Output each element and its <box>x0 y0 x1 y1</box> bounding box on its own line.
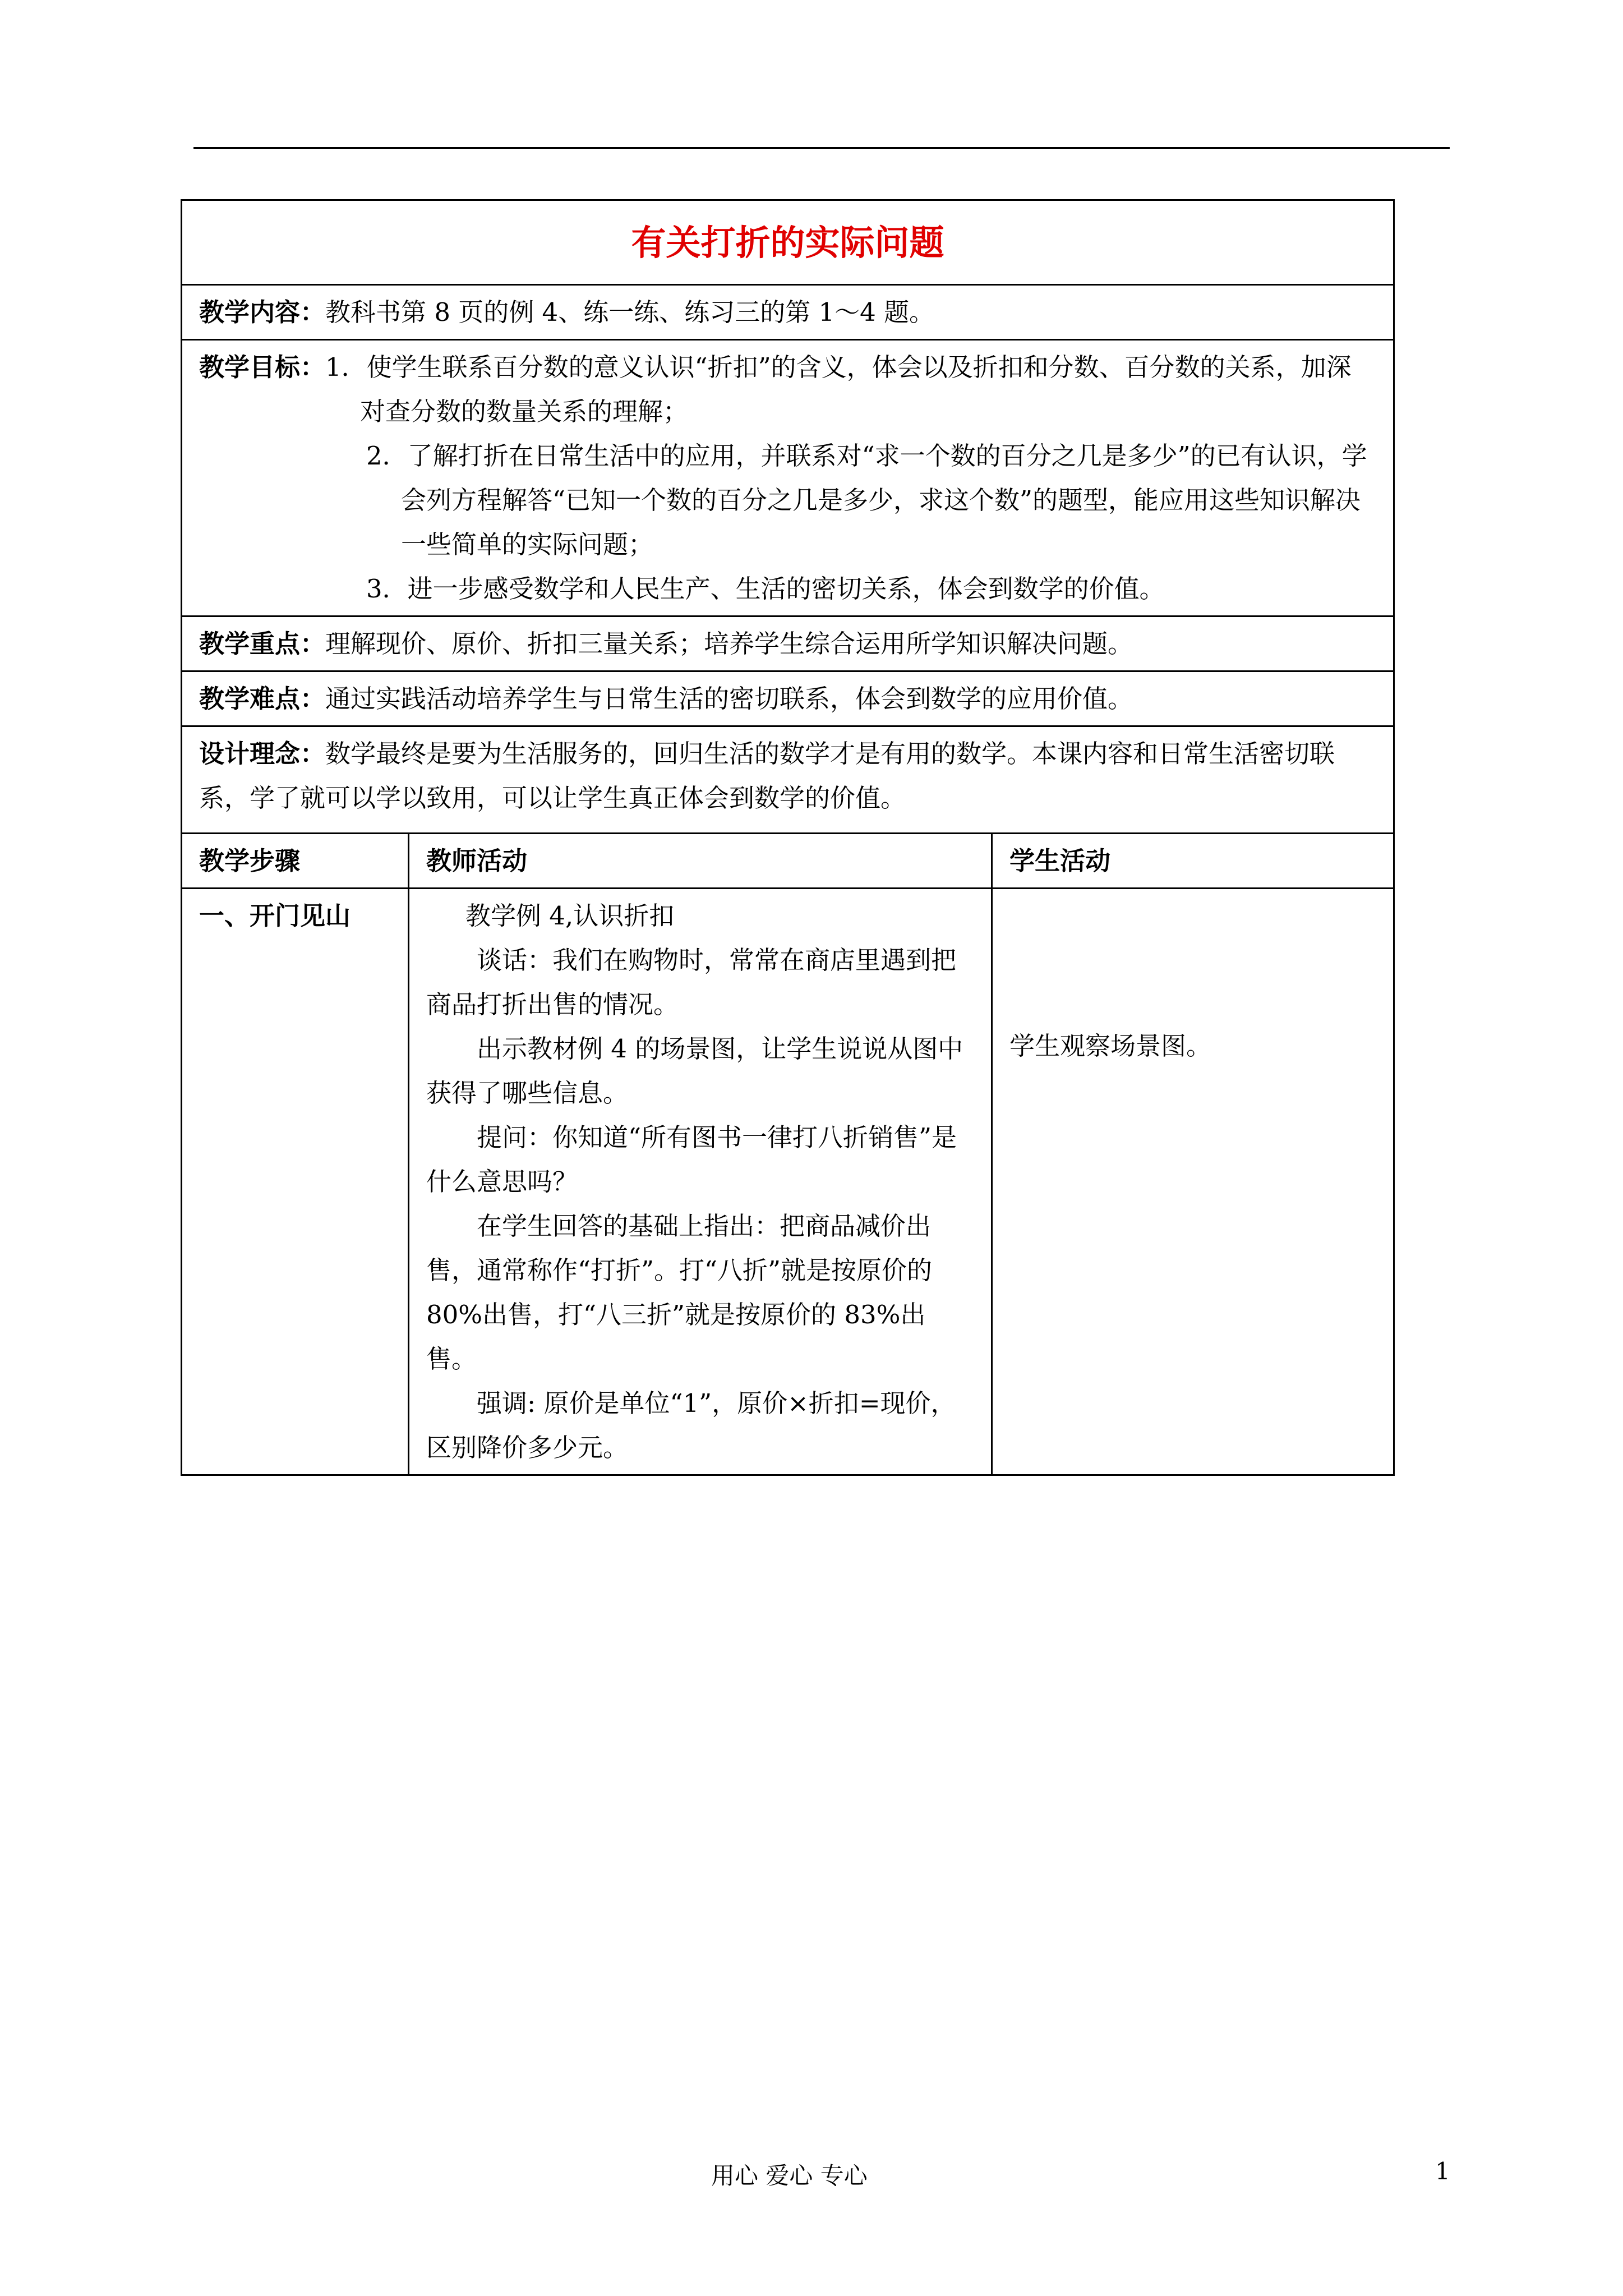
page-title: 有关打折的实际问题 <box>182 200 1394 285</box>
difficulties-row <box>182 671 1394 726</box>
teacher-paragraph: 强调: 原价是单位“1”，原价×折扣=现价，区别降价多少元。 <box>426 1388 956 1462</box>
page-number: 1 <box>1435 2157 1450 2185</box>
objectives-row <box>182 340 1394 616</box>
header-steps: 教学步骤 <box>182 834 409 889</box>
teacher-paragraph: 谈话：我们在购物时，常常在商店里遇到把商品打折出售的情况。 <box>426 945 957 1019</box>
student-activity: 学生观察场景图。 <box>992 889 1394 1475</box>
key-points-label: 教学重点： <box>199 629 326 659</box>
objective-item-3: 3．进一步感受数学和人民生产、生活的密切关系，体会到数学的价值。 <box>366 574 1165 604</box>
objectives-list <box>325 345 1376 434</box>
header-teacher: 教师活动 <box>409 834 992 889</box>
difficulties-cell <box>182 671 1394 726</box>
key-points-cell <box>182 616 1394 671</box>
header-student: 学生活动 <box>992 834 1394 889</box>
header-rule <box>193 147 1450 149</box>
teacher-paragraph: 提问：你知道“所有图书一律打八折销售”是什么意思吗？ <box>426 1122 957 1197</box>
teacher-activity <box>409 889 992 1475</box>
design-text: 数学最终是要为生活服务的，回归生活的数学才是有用的数学。本课内容和日常生活密切联系，学了就可以学以致用，可以让学生真正体会到数学的价值。 <box>199 739 1335 813</box>
footer-text: 用心 爱心 专心 <box>711 2162 868 2189</box>
content-row <box>182 285 1394 340</box>
design-label: 设计理念： <box>199 739 326 769</box>
lesson-plan-table <box>181 199 1395 1476</box>
teacher-paragraph: 教学例 4,认识折扣 <box>465 901 675 931</box>
objective-item-2: 2．了解打折在日常生活中的应用，并联系对“求一个数的百分之几是多少”的已有认识，学会列方程解答“已知一个数的百分之几是多少，求这个数”的题型，能应用这些知识解决一些简单的实际问题； <box>366 441 1367 559</box>
content-cell <box>182 285 1394 340</box>
design-row <box>182 726 1394 834</box>
difficulties-label: 教学难点： <box>199 684 326 714</box>
teacher-paragraph: 在学生回答的基础上指出：把商品减价出售，通常称作“打折”。打“八折”就是按原价的 80%出售，打“八三折”就是按原价的 83%出售。 <box>426 1211 933 1374</box>
design-cell <box>182 726 1394 834</box>
key-points-row <box>182 616 1394 671</box>
content-text: 教科书第 8 页的例 4、练一练、练习三的第 1～4 题。 <box>325 297 935 327</box>
objectives-label: 教学目标： <box>199 352 326 382</box>
difficulties-text: 通过实践活动培养学生与日常生活的密切联系，体会到数学的应用价值。 <box>325 684 1133 714</box>
key-points-text: 理解现价、原价、折扣三量关系；培养学生综合运用所学知识解决问题。 <box>325 629 1133 659</box>
step-name: 一、开门见山 <box>182 889 409 1475</box>
objectives-cell <box>182 340 1394 616</box>
table-header-row <box>182 834 1394 889</box>
table-row <box>182 889 1394 1475</box>
title-row <box>182 200 1394 285</box>
objective-item-1: 1．使学生联系百分数的意义认识“折扣”的含义，体会以及折扣和分数、百分数的关系，加深对查分数的数量关系的理解； <box>325 352 1352 426</box>
teacher-paragraph: 出示教材例 4 的场景图，让学生说说从图中获得了哪些信息。 <box>426 1034 963 1108</box>
content-label: 教学内容： <box>199 297 326 327</box>
